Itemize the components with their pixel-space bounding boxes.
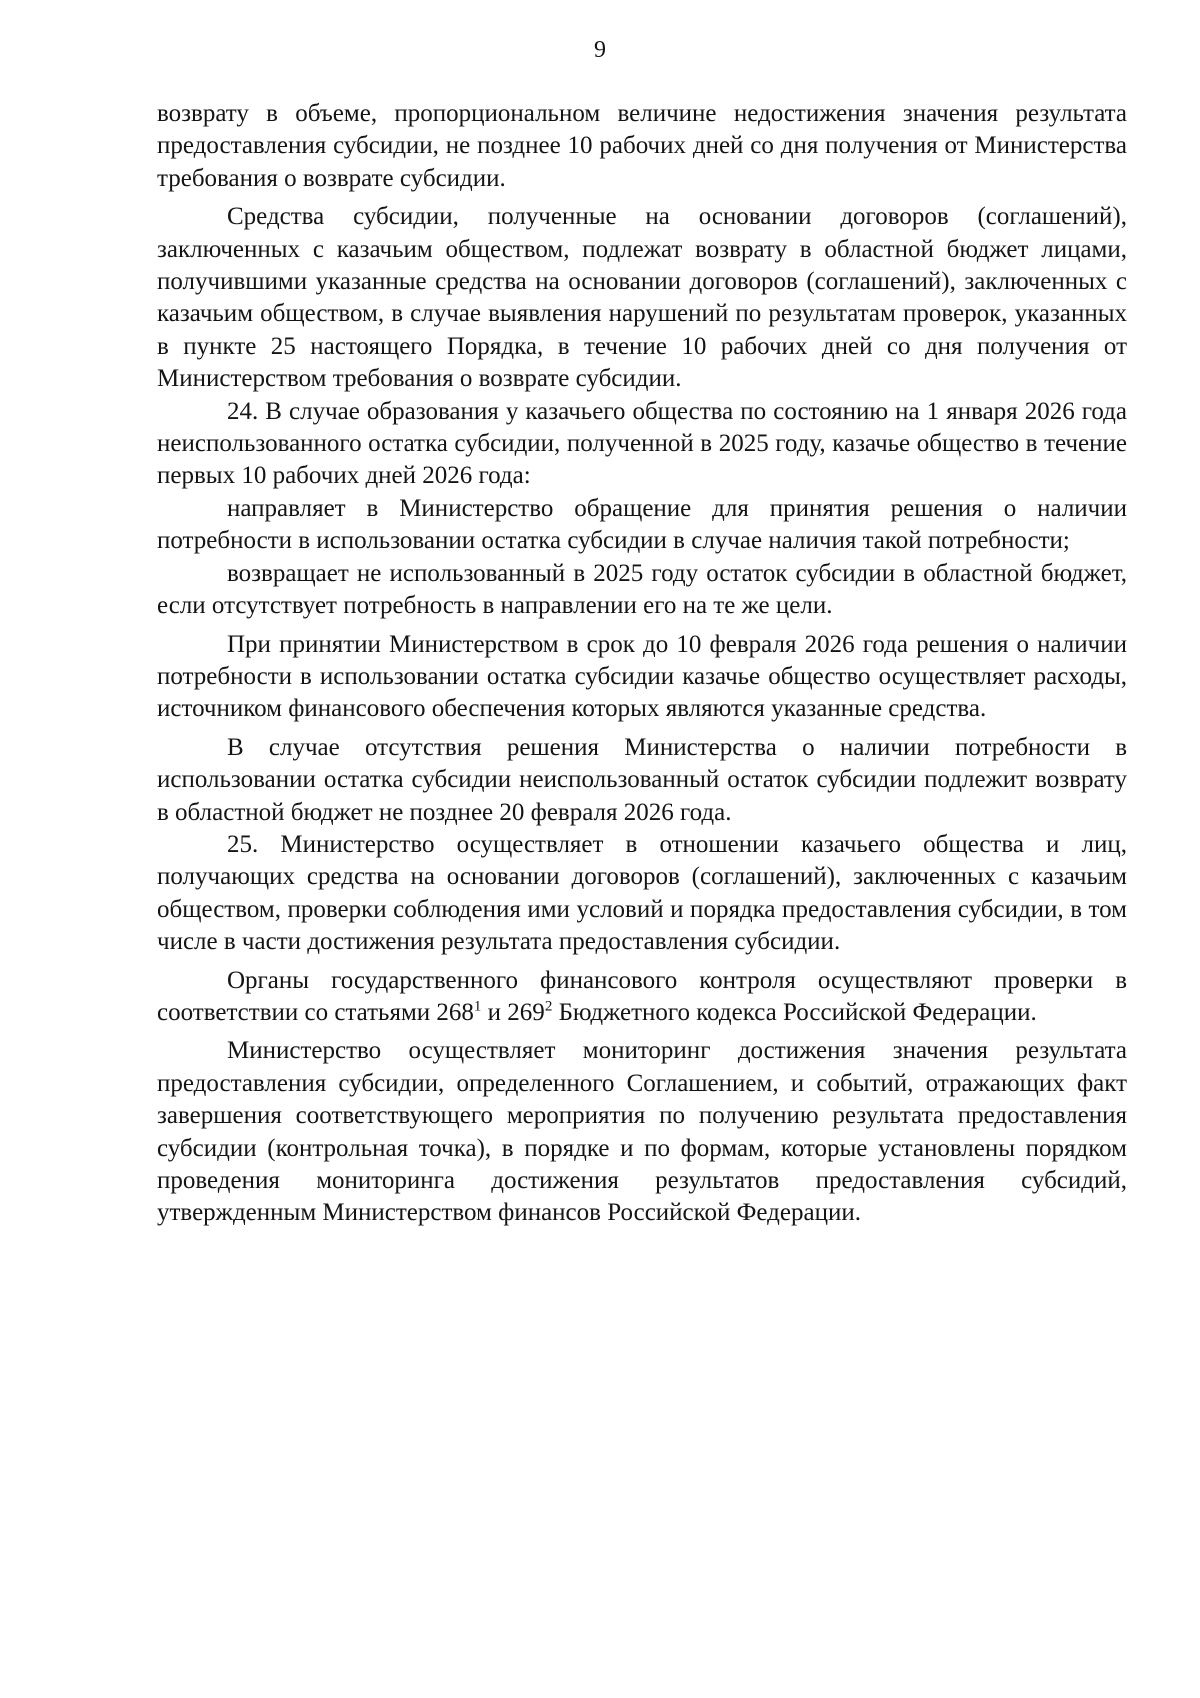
paragraph-continuation: возврату в объеме, пропорциональном величине недостижения значения результата предоставления субсидии, не позднее 10 рабочих дней со дня получения от Министерства требования о возврате субсидии. bbox=[157, 100, 1127, 192]
paragraph-monitoring: Министерство осуществляет мониторинг достижения значения результата предоставления субсидии, определенного Соглашением, и событий, отражающих факт завершения соответствующего мероприятия по получению результата предоставления субсидии (контрольная точка), в порядке и по формам, которые установлены порядком проведения мониторинга достижения результатов предоставления субсидий, утвержденным Министерством финансов Российской Федерации. bbox=[157, 1037, 1127, 1227]
document-body bbox=[157, 98, 1127, 1230]
paragraph-clause-25: 25. Министерство осуществляет в отношении казачьего общества и лиц, получающих средства на основании договоров (соглашений), заключенных с казачьим обществом, проверки соблюдения ими условий и порядка предоставления субсидии, в том числе в части достижения результата предоставления субсидии. bbox=[157, 830, 1127, 956]
financial-control-text-before: Органы государственного финансового контроля осуществляют проверки в соответствии со статьями 268 bbox=[157, 966, 1127, 1026]
financial-control-text-middle: и 269 bbox=[481, 998, 545, 1026]
paragraph-clause-24-item-2: возвращает не использованный в 2025 году остаток субсидии в областной бюджет, если отсутствует потребность в направлении его на те же цели. bbox=[157, 559, 1127, 620]
paragraph-ministry-decision: При принятии Министерством в срок до 10 февраля 2026 года решения о наличии потребности в использовании остатка субсидии казачье общество осуществляет расходы, источником финансового обеспечения которых являются указанные средства. bbox=[157, 630, 1127, 723]
page-number: 9 bbox=[594, 37, 606, 63]
paragraph-financial-control bbox=[157, 965, 1127, 1030]
financial-control-text-after: Бюджетного кодекса Российской Федерации. bbox=[552, 998, 1037, 1026]
paragraph-clause-24: 24. В случае образования у казачьего общества по состоянию на 1 января 2026 года неиспользованного остатка субсидии, полученной в 2025 году, казачье общество в течение первых 10 рабочих дней 2026 года: bbox=[157, 397, 1127, 490]
paragraph-clause-24-item-1: направляет в Министерство обращение для принятия решения о наличии потребности в использовании остатка субсидии в случае наличия такой потребности; bbox=[157, 494, 1127, 555]
footnote-superscript-1: 1 bbox=[473, 998, 482, 1015]
paragraph-no-decision: В случае отсутствия решения Министерства о наличии потребности в использовании остатка субсидии неиспользованный остаток субсидии подлежит возврату в областной бюджет не позднее 20 февраля 2026 года. bbox=[157, 733, 1127, 826]
footnote-superscript-2: 2 bbox=[544, 998, 553, 1015]
paragraph-subsidy-return-contracts: Средства субсидии, полученные на основании договоров (соглашений), заключенных с казачьим обществом, подлежат возврату в областной бюджет лицами, получившими указанные средства на основании договоров (соглашений), заключенных с казачьим обществом, в случае выявления нарушений по результатам проверок, указанных в пункте 25 настоящего Порядка, в течение 10 рабочих дней со дня получения от Министерством требования о возврате субсидии. bbox=[157, 203, 1127, 393]
